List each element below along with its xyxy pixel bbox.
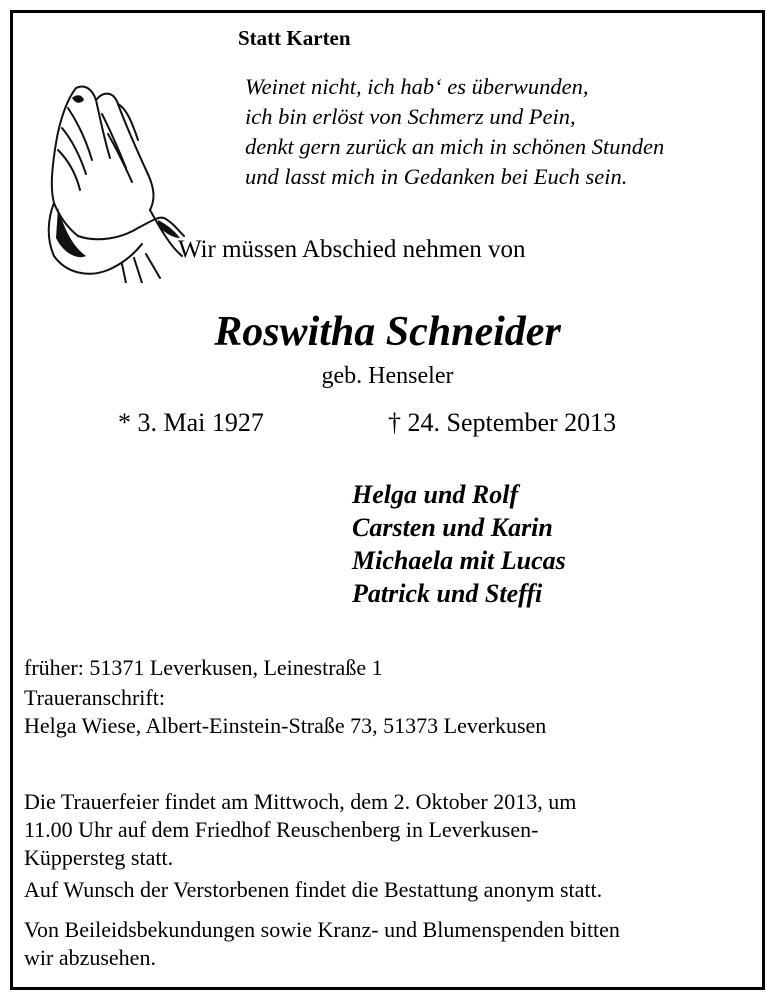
death-date: † 24. September 2013: [388, 408, 617, 437]
maiden-name: geb. Henseler: [321, 363, 454, 389]
poem-line: denkt gern zurück an mich in schönen Stunden: [245, 134, 665, 159]
poem-line: und lasst mich in Gedanken bei Euch sein.: [245, 164, 628, 189]
mourners-list: [352, 478, 566, 610]
ceremony-line: Küppersteg statt.: [24, 845, 174, 870]
mourner-item: Carsten und Karin: [352, 513, 553, 542]
mourner-item: Helga und Rolf: [352, 480, 519, 509]
ceremony-line: Die Trauerfeier findet am Mittwoch, dem 2. Oktober 2013, um: [24, 789, 577, 814]
former-address: früher: 51371 Leverkusen, Leinestraße 1: [24, 655, 383, 680]
condolence-line: Von Beileidsbekundungen sowie Kranz- und Blumenspenden bitten: [24, 917, 620, 942]
praying-hands-icon: [38, 78, 188, 283]
mourning-address-label: Traueranschrift:: [24, 685, 165, 710]
farewell-intro: Wir müssen Abschied nehmen von: [178, 236, 526, 263]
ceremony-info: [24, 788, 576, 872]
condolence-line: wir abzusehen.: [24, 945, 156, 970]
mourning-address: Helga Wiese, Albert-Einstein-Straße 73, 51373 Leverkusen: [24, 713, 547, 738]
mourner-item: Patrick und Steffi: [352, 579, 543, 608]
mourning-address-block: [24, 684, 546, 740]
statt-karten-heading: Statt Karten: [238, 26, 351, 50]
ceremony-line: 11.00 Uhr auf dem Friedhof Reuschenberg in Leverkusen-: [24, 817, 539, 842]
poem-line: ich bin erlöst von Schmerz und Pein,: [245, 104, 576, 129]
burial-wish: Auf Wunsch der Verstorbenen findet die Bestattung anonym statt.: [24, 877, 603, 902]
deceased-name: Roswitha Schneider: [214, 309, 561, 355]
poem: [245, 72, 664, 192]
mourner-item: Michaela mit Lucas: [352, 546, 566, 575]
poem-line: Weinet nicht, ich hab‘ es überwunden,: [245, 74, 589, 99]
condolence-note: [24, 916, 620, 972]
birth-date: * 3. Mai 1927: [118, 408, 264, 437]
